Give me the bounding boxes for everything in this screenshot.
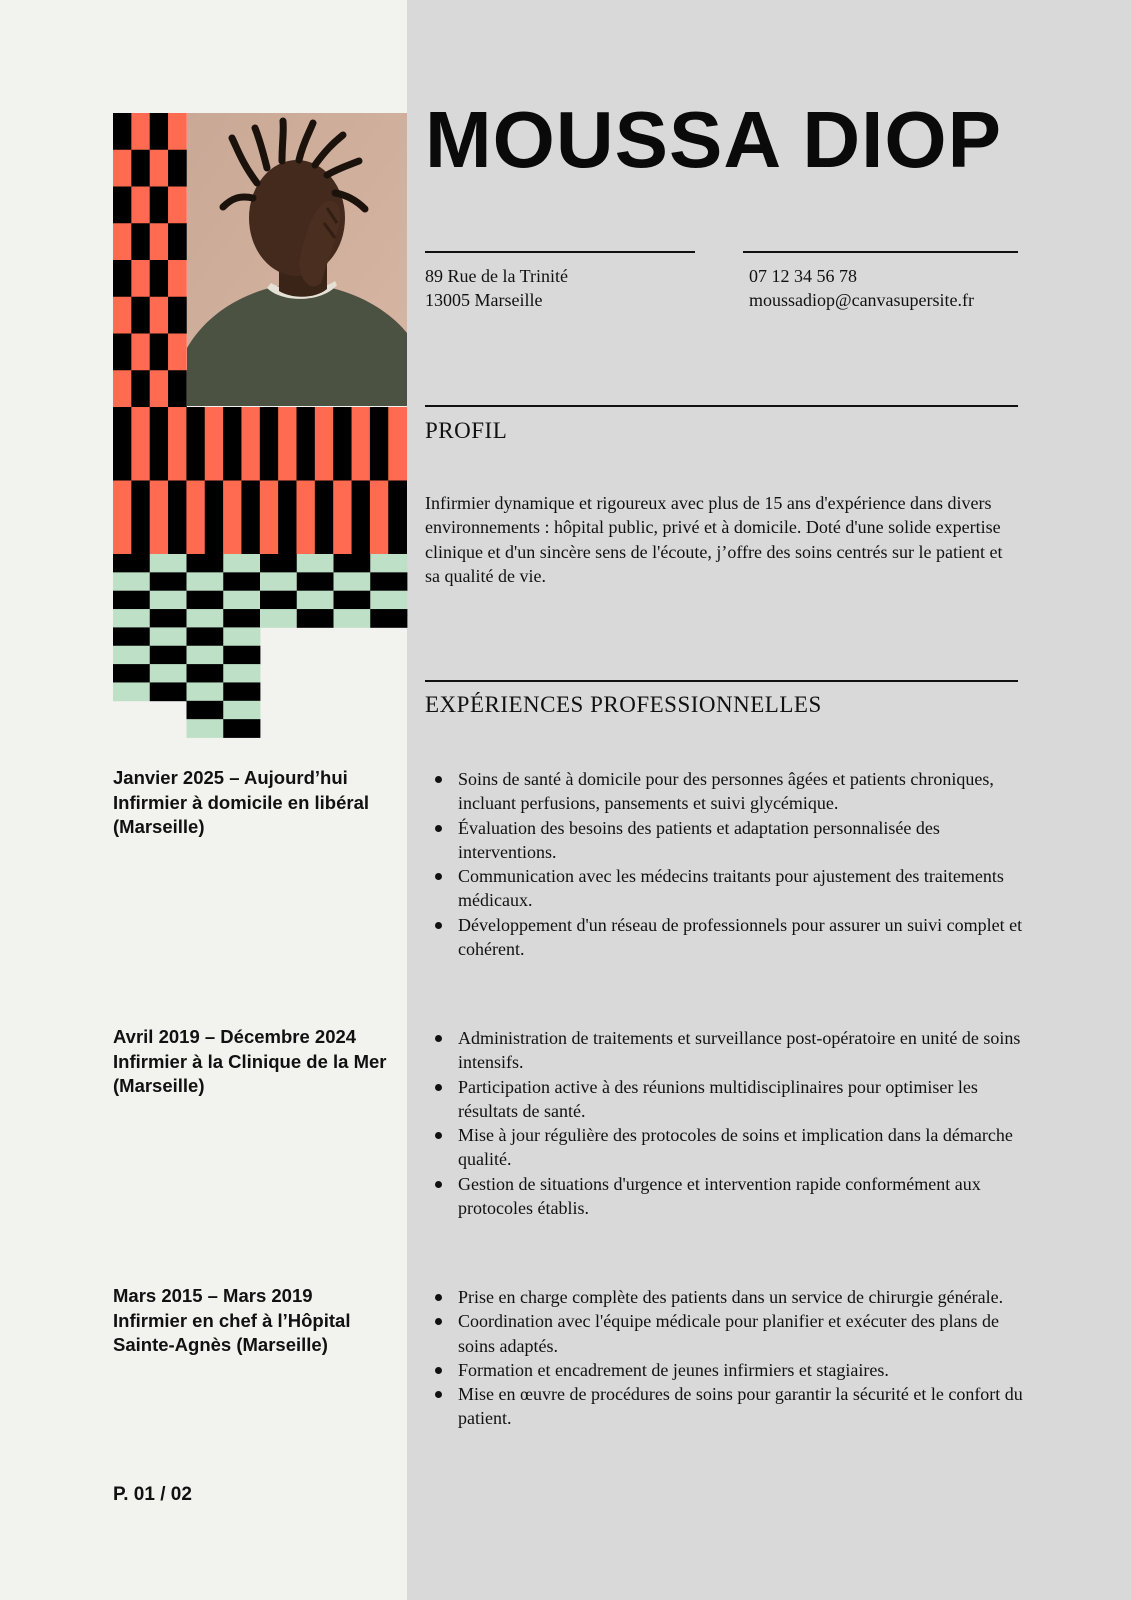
list-item: Évaluation des besoins des patients et adaptation personnalisée des interventions.	[425, 816, 1025, 865]
experience-bullets	[425, 767, 1025, 961]
experience-period	[113, 766, 403, 840]
divider	[425, 680, 1018, 682]
profile-heading: PROFIL	[425, 418, 508, 443]
page-number: P. 01 / 02	[113, 1484, 192, 1505]
divider	[425, 405, 1018, 407]
experience-location: (Marseille)	[113, 1075, 205, 1096]
list-item: Coordination avec l'équipe médicale pour planifier et exécuter des plans de soins adaptés.	[425, 1309, 1025, 1358]
portrait-photo	[187, 113, 407, 406]
list-item: Soins de santé à domicile pour des personnes âgées et patients chroniques, incluant perfusions, pansements et suivi glycémique.	[425, 767, 1025, 816]
list-item: Communication avec les médecins traitants pour ajustement des traitements médicaux.	[425, 864, 1025, 913]
address-line: 13005 Marseille	[425, 290, 543, 310]
experience-role: Infirmier à la Clinique de la Mer	[113, 1050, 387, 1072]
profile-summary: Infirmier dynamique et rigoureux avec plus de 15 ans d'expérience dans divers environnements : hôpital public, privé et à domicile. Doté d'une solide expertise clinique et d'un sincère sens de l'écoute, j’offre des soins centrés sur le patient et sa qualité de vie.	[425, 493, 1003, 586]
experience-bullets	[425, 1285, 1025, 1431]
contact-block	[749, 264, 974, 312]
experience-dates: Avril 2019 – Décembre 2024	[113, 1026, 357, 1047]
list-item: Gestion de situations d'urgence et intervention rapide conformément aux protocoles établis.	[425, 1172, 1025, 1221]
divider	[425, 251, 695, 253]
list-item: Développement d'un réseau de professionnels pour assurer un suivi complet et cohérent.	[425, 913, 1025, 962]
address-block	[425, 264, 568, 312]
experience-heading: EXPÉRIENCES PROFESSIONNELLES	[425, 692, 822, 717]
experience-period	[113, 1284, 403, 1358]
list-item: Mise à jour régulière des protocoles de soins et implication dans la démarche qualité.	[425, 1123, 1025, 1172]
experience-bullets	[425, 1026, 1025, 1220]
phone-number: 07 12 34 56 78	[749, 266, 857, 286]
experience-dates: Janvier 2025 – Aujourd’hui	[113, 767, 348, 788]
experience-location: (Marseille)	[113, 816, 205, 837]
candidate-name: MOUSSA DIOP	[425, 95, 1002, 184]
list-item: Administration de traitements et surveillance post-opératoire en unité de soins intensifs.	[425, 1026, 1025, 1075]
experience-period	[113, 1025, 403, 1099]
experience-dates: Mars 2015 – Mars 2019	[113, 1285, 313, 1306]
experience-role: Infirmier en chef à l’Hôpital	[113, 1309, 351, 1331]
email-address: moussadiop@canvasupersite.fr	[749, 290, 975, 310]
address-line: 89 Rue de la Trinité	[425, 266, 568, 286]
experience-location: Sainte-Agnès (Marseille)	[113, 1334, 328, 1355]
list-item: Prise en charge complète des patients dans un service de chirurgie générale.	[425, 1285, 1025, 1309]
list-item: Formation et encadrement de jeunes infirmiers et stagiaires.	[425, 1358, 1025, 1382]
experience-role: Infirmier à domicile en libéral	[113, 791, 370, 813]
list-item: Mise en œuvre de procédures de soins pour garantir la sécurité et le confort du patient.	[425, 1382, 1025, 1431]
list-item: Participation active à des réunions multidisciplinaires pour optimiser les résultats de santé.	[425, 1075, 1025, 1124]
divider	[743, 251, 1018, 253]
